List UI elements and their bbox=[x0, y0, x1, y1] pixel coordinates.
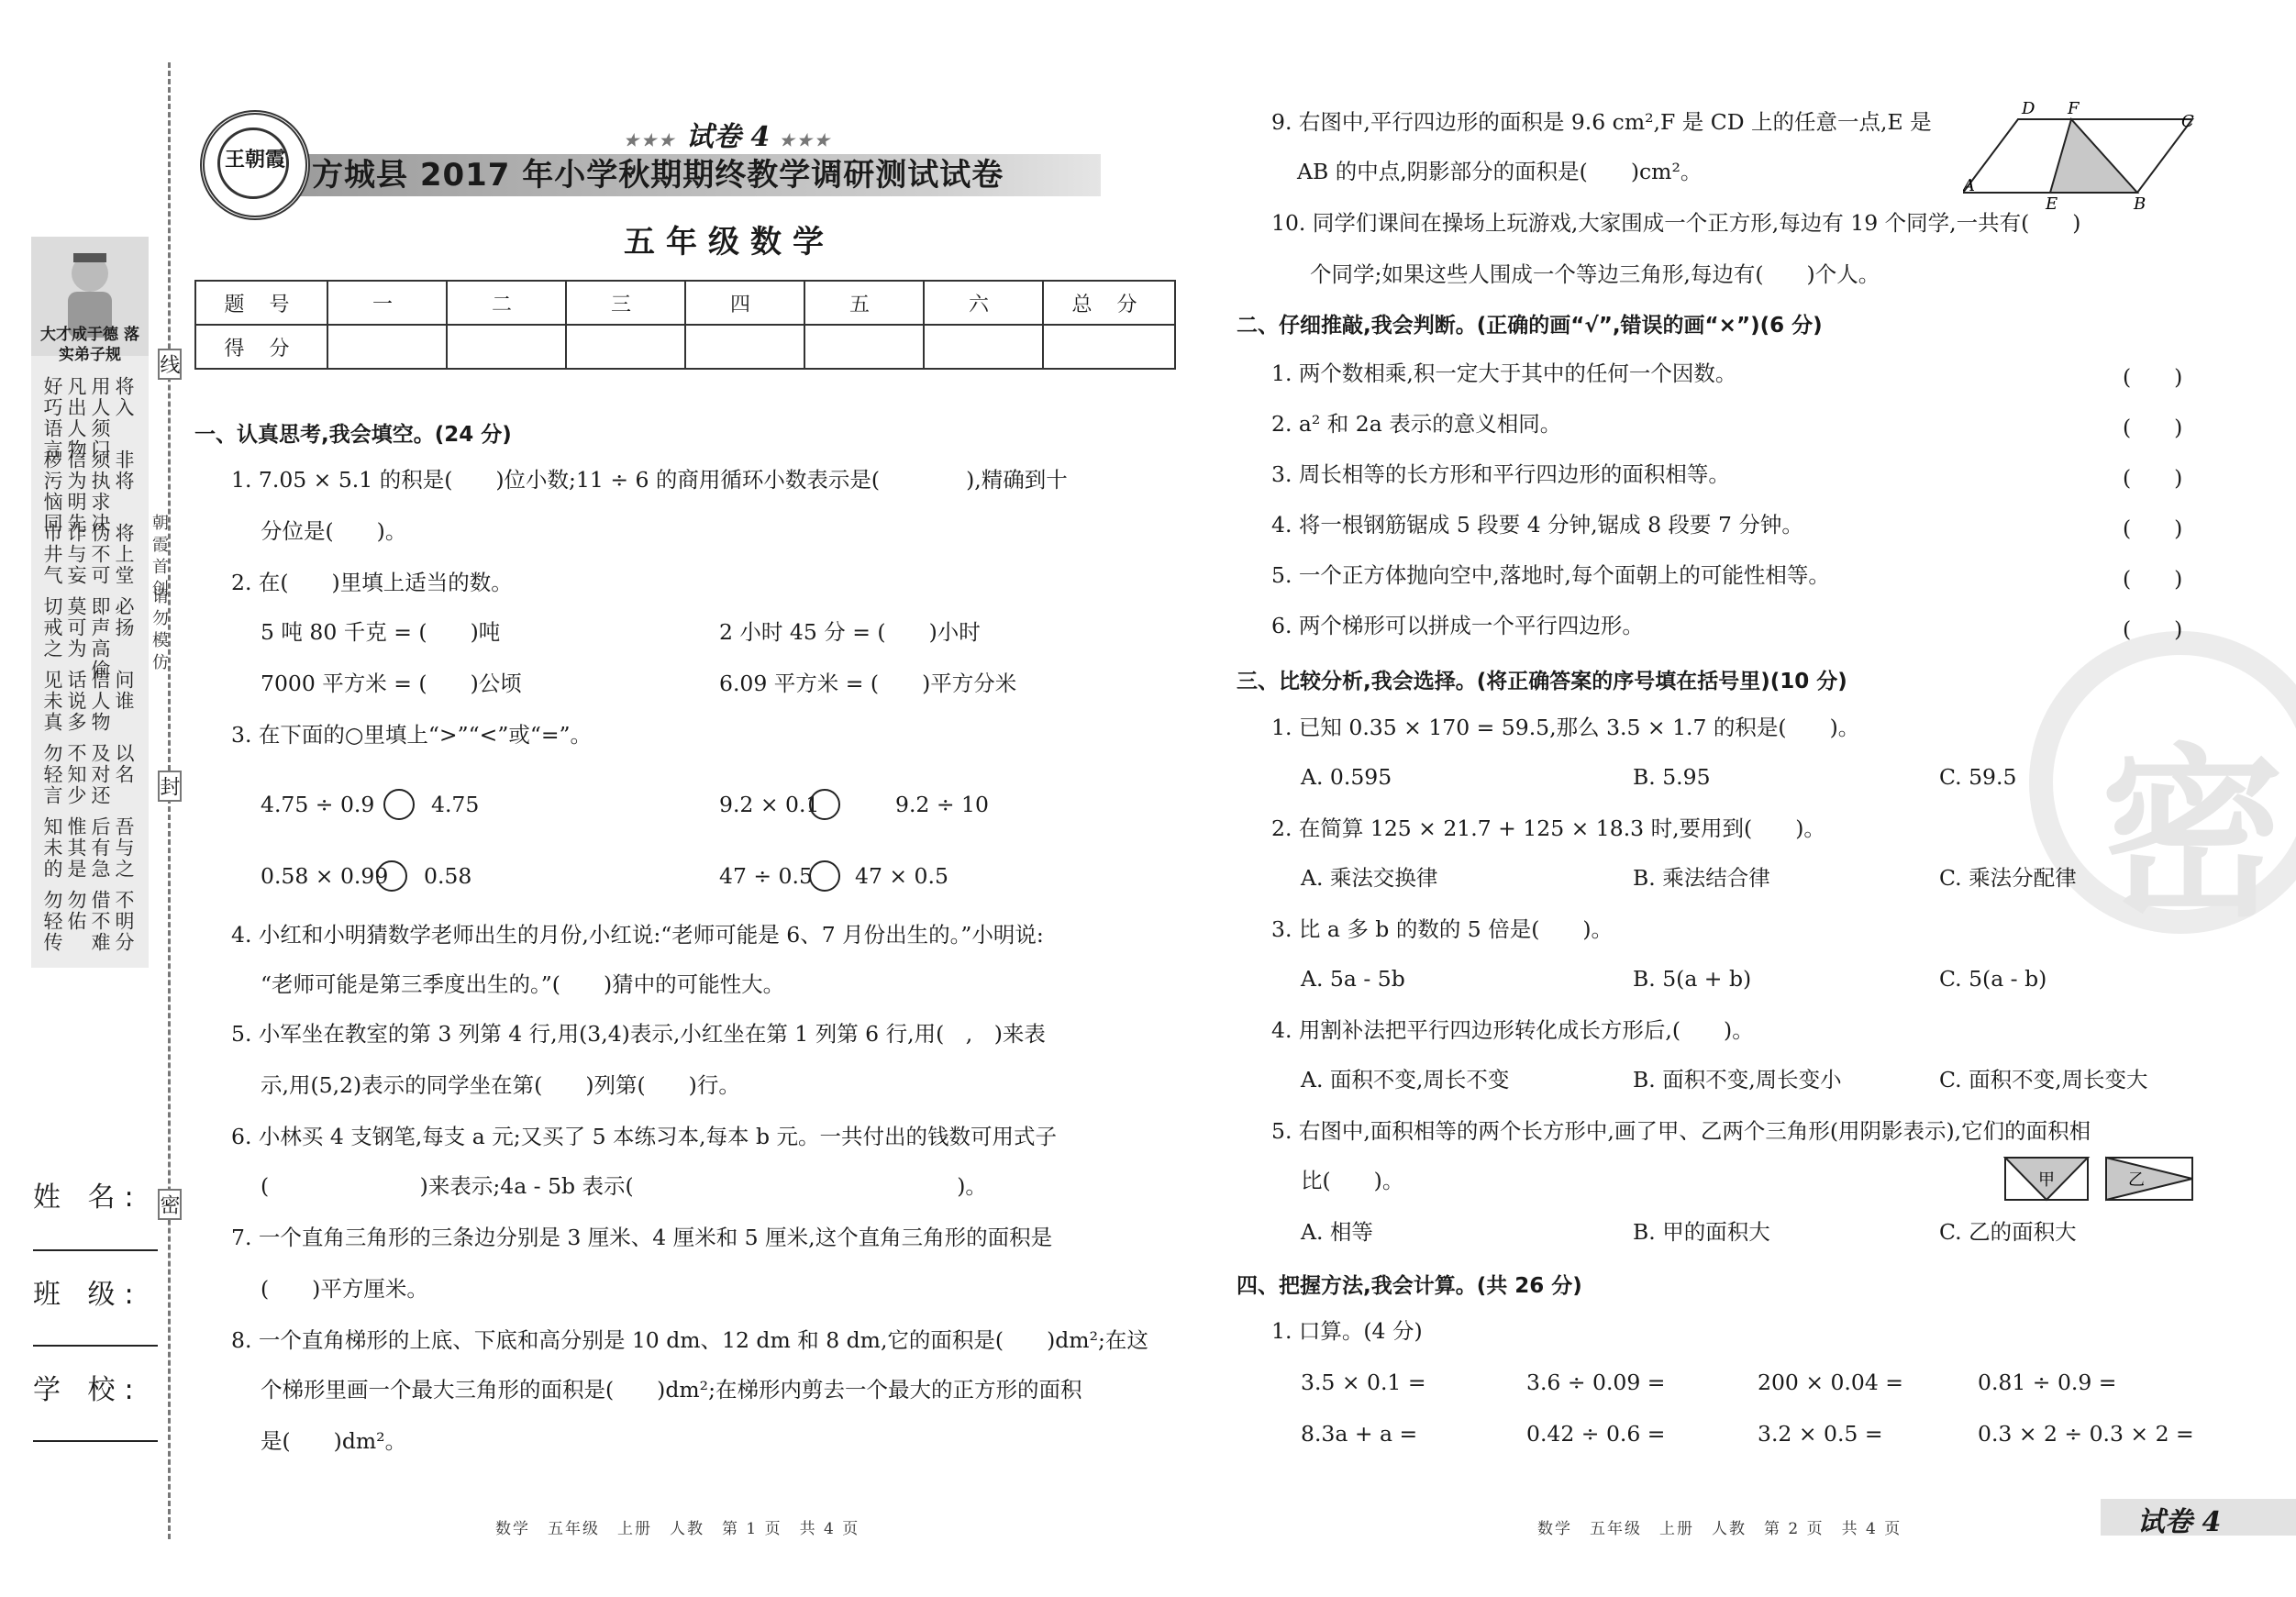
score-header-cell: 二 bbox=[447, 281, 566, 325]
judge-item: 3. 周长相等的长方形和平行四边形的面积相等。 bbox=[1271, 461, 1730, 487]
poem-column: 话说多 bbox=[65, 670, 87, 733]
question-line: 分位是( )。 bbox=[261, 518, 407, 544]
calc-item[interactable]: 0.42 ÷ 0.6 = bbox=[1526, 1421, 1666, 1447]
question-line: 0.58 bbox=[424, 863, 472, 889]
school-field[interactable] bbox=[33, 1440, 158, 1442]
choice-question: 5. 右图中,面积相等的两个长方形中,画了甲、乙两个三角形(用阴影表示),它们的面积相 bbox=[1271, 1118, 2091, 1144]
binding-tag-line: 线 bbox=[158, 349, 182, 380]
poem-column: 信人物 bbox=[89, 670, 111, 733]
question-line: ( )来表示;4a - 5b 表示( )。 bbox=[261, 1173, 987, 1199]
section-2-title: 二、仔细推敲,我会判断。(正确的画“√”,错误的画“×”)(6 分) bbox=[1237, 314, 1823, 338]
question-line: 2. 在( )里填上适当的数。 bbox=[231, 570, 513, 595]
judge-answer-blank[interactable]: ( ) bbox=[2123, 364, 2183, 390]
figure-label-f: F bbox=[2068, 101, 2080, 118]
figure-label-d: D bbox=[2022, 101, 2035, 118]
question-line: 4. 小红和小明猜数学老师出生的月份,小红说:“老师可能是 6、7 月份出生的。”小明说: bbox=[231, 922, 1044, 948]
section-4-title: 四、把握方法,我会计算。(共 26 分) bbox=[1237, 1274, 1582, 1298]
question-line: 4.75 ÷ 0.9 bbox=[261, 792, 375, 817]
poem-column: 即声高偷 bbox=[89, 596, 111, 681]
choice-option-a[interactable]: A. 乘法交换律 bbox=[1301, 865, 1438, 891]
poem-column: 勿轻言 bbox=[41, 743, 63, 806]
poem-column: 以名 bbox=[113, 743, 135, 785]
judge-item: 5. 一个正方体抛向空中,落地时,每个面朝上的可能性相等。 bbox=[1271, 562, 1830, 588]
poem-column: 见未真 bbox=[41, 670, 63, 733]
name-field[interactable] bbox=[33, 1249, 158, 1251]
choice-question: 1. 已知 0.35 × 170 = 59.5,那么 3.5 × 1.7 的积是( )。 bbox=[1271, 715, 1860, 740]
choice-option-c[interactable]: C. 59.5 bbox=[1939, 764, 2017, 790]
score-cell[interactable] bbox=[447, 325, 566, 369]
question-line: 个同学;如果这些人围成一个等边三角形,每边有( )个人。 bbox=[1310, 261, 1880, 287]
judge-item: 2. a² 和 2a 表示的意义相同。 bbox=[1271, 411, 1562, 437]
calc-title: 1. 口算。(4 分) bbox=[1271, 1318, 1423, 1344]
subject-title: 五年级数学 bbox=[624, 224, 835, 261]
question-line: 1. 7.05 × 5.1 的积是( )位小数;11 ÷ 6 的商用循环小数表示是( ),精确到十 bbox=[231, 467, 1068, 493]
score-header-cell: 一 bbox=[327, 281, 447, 325]
calc-item[interactable]: 8.3a + a = bbox=[1301, 1421, 1418, 1447]
binding-tag-secret: 密 bbox=[158, 1189, 182, 1220]
class-field[interactable] bbox=[33, 1345, 158, 1347]
judge-answer-blank[interactable]: ( ) bbox=[2123, 415, 2183, 440]
question-line: 47 ÷ 0.5 bbox=[719, 863, 813, 889]
poem-column: 问谁 bbox=[113, 670, 135, 712]
poem-column: 莫可为 bbox=[65, 596, 87, 660]
calc-item[interactable]: 200 × 0.04 = bbox=[1758, 1370, 1903, 1395]
judge-item: 6. 两个梯形可以拼成一个平行四边形。 bbox=[1271, 613, 1644, 638]
choice-option-b[interactable]: B. 5.95 bbox=[1633, 764, 1711, 790]
choice-option-c[interactable]: C. 面积不变,周长变大 bbox=[1939, 1067, 2148, 1092]
poem-column: 及对还 bbox=[89, 743, 111, 806]
judge-item: 1. 两个数相乘,积一定大于其中的任何一个因数。 bbox=[1271, 360, 1737, 386]
score-cell[interactable] bbox=[924, 325, 1043, 369]
choice-option-c[interactable]: C. 乙的面积大 bbox=[1939, 1219, 2077, 1245]
poem-column: 不知少 bbox=[65, 743, 87, 806]
poem-column: 不明分 bbox=[113, 890, 135, 953]
school-label: 学 校: bbox=[33, 1374, 143, 1406]
question-line: 个梯形里画一个最大三角形的面积是( )dm²;在梯形内剪去一个最大的正方形的面积 bbox=[261, 1377, 1082, 1403]
question-line: 7000 平方米 = ( )公顷 bbox=[261, 671, 522, 696]
poem-column: 诈与妄 bbox=[65, 523, 87, 586]
poem-column: 好巧语言 bbox=[41, 376, 63, 460]
poem-column: 秽污恼同 bbox=[41, 449, 63, 534]
poem-column: 须执求决 bbox=[89, 449, 111, 534]
watermark-stamp-text: 密 bbox=[2101, 728, 2285, 942]
calc-item[interactable]: 0.3 × 2 ÷ 0.3 × 2 = bbox=[1978, 1421, 2194, 1447]
class-label: 班 级: bbox=[33, 1279, 143, 1311]
poem-column: 将上堂 bbox=[113, 523, 135, 586]
question-line: 5. 小军坐在教室的第 3 列第 4 行,用(3,4)表示,小红坐在第 1 列第 6 行,用( , )来表 bbox=[231, 1021, 1046, 1047]
poem-column: 伪不可 bbox=[89, 523, 111, 586]
score-header-cell: 总 分 bbox=[1043, 281, 1175, 325]
poem-column: 借不难 bbox=[89, 890, 111, 953]
calc-item[interactable]: 0.81 ÷ 0.9 = bbox=[1978, 1370, 2117, 1395]
judge-answer-blank[interactable]: ( ) bbox=[2123, 516, 2183, 541]
score-header-cell: 四 bbox=[685, 281, 804, 325]
poem-column: 勿轻传 bbox=[41, 890, 63, 953]
binding-vert-1: 朝霞首创 bbox=[150, 514, 169, 602]
calc-item[interactable]: 3.6 ÷ 0.09 = bbox=[1526, 1370, 1666, 1395]
choice-option-b[interactable]: B. 甲的面积大 bbox=[1633, 1219, 1770, 1245]
score-cell[interactable] bbox=[1043, 325, 1175, 369]
binding-vert-2: 请勿模仿 bbox=[150, 587, 169, 675]
name-label: 姓 名: bbox=[33, 1181, 143, 1214]
choice-option-a[interactable]: A. 相等 bbox=[1301, 1219, 1373, 1245]
score-cell[interactable] bbox=[327, 325, 447, 369]
score-header-cell: 题 号 bbox=[195, 281, 327, 325]
section-3-title: 三、比较分析,我会选择。(将正确答案的序号填在括号里)(10 分) bbox=[1237, 670, 1847, 693]
poem-column: 用人须门 bbox=[89, 376, 111, 460]
calc-item[interactable]: 3.2 × 0.5 = bbox=[1758, 1421, 1883, 1447]
question-line: 9.2 × 0.1 bbox=[719, 792, 820, 817]
logo-text: 王朝霞 bbox=[224, 148, 285, 172]
judge-item: 4. 将一根钢筋锯成 5 段要 4 分钟,锯成 8 段要 7 分钟。 bbox=[1271, 512, 1803, 538]
triangle-label-yi: 乙 bbox=[2128, 1170, 2145, 1190]
calc-item[interactable]: 3.5 × 0.1 = bbox=[1301, 1370, 1426, 1395]
score-cell[interactable] bbox=[566, 325, 685, 369]
paper-number-text: 试卷 4 bbox=[685, 121, 771, 153]
score-cell[interactable] bbox=[685, 325, 804, 369]
poem-column: 必扬 bbox=[113, 596, 135, 638]
score-cell[interactable] bbox=[804, 325, 924, 369]
binding-tag-seal: 封 bbox=[158, 771, 182, 802]
poem-column: 勿佑 bbox=[65, 890, 87, 932]
question-line: 6.09 平方米 = ( )平方分米 bbox=[719, 671, 1017, 696]
compare-circle-blank[interactable] bbox=[809, 860, 840, 892]
page-footer-1: 数学 五年级 上册 人教 第 1 页 共 4 页 bbox=[495, 1520, 860, 1538]
triangle-figure bbox=[2003, 1154, 2196, 1205]
question-line: “老师可能是第三季度出生的。”( )猜中的可能性大。 bbox=[261, 971, 785, 997]
question-line: 4.75 bbox=[431, 792, 480, 817]
figure-label-a: A bbox=[1963, 176, 1975, 195]
judge-answer-blank[interactable]: ( ) bbox=[2123, 566, 2183, 592]
publisher-logo-icon bbox=[200, 110, 310, 220]
poem-column: 非将 bbox=[113, 449, 135, 492]
score-header-cell: 三 bbox=[566, 281, 685, 325]
question-line: 5 吨 80 千克 = ( )吨 bbox=[261, 619, 501, 645]
score-row-label: 得 分 bbox=[195, 325, 327, 369]
poem-column: 凡出人物 bbox=[65, 376, 87, 460]
score-header-cell: 五 bbox=[804, 281, 924, 325]
judge-answer-blank[interactable]: ( ) bbox=[2123, 465, 2183, 491]
motto-text: 大才成于德 落实弟子规 bbox=[40, 326, 139, 364]
poem-column: 切戒之 bbox=[41, 596, 63, 660]
figure-label-b: B bbox=[2134, 194, 2146, 211]
question-line: 7. 一个直角三角形的三条边分别是 3 厘米、4 厘米和 5 厘米,这个直角三角形的面积是 bbox=[231, 1225, 1053, 1250]
question-line: 47 × 0.5 bbox=[855, 863, 948, 889]
compare-circle-blank[interactable] bbox=[376, 860, 407, 892]
page-footer-2: 数学 五年级 上册 人教 第 2 页 共 4 页 bbox=[1537, 1520, 1902, 1538]
poem-column: 惟其是 bbox=[65, 816, 87, 880]
choice-option-a[interactable]: A. 5a - 5b bbox=[1301, 966, 1405, 992]
triangle-label-jia: 甲 bbox=[2038, 1170, 2055, 1190]
question-line: 9.2 ÷ 10 bbox=[895, 792, 989, 817]
choice-option-b[interactable]: B. 乘法结合律 bbox=[1633, 865, 1770, 891]
poem-column: 知未的 bbox=[41, 816, 63, 880]
choice-option-b[interactable]: B. 面积不变,周长变小 bbox=[1633, 1067, 1842, 1092]
page-title: 方城县 2017 年小学秋期期终教学调研测试试卷 bbox=[312, 157, 1004, 194]
choice-question: 4. 用割补法把平行四边形转化成长方形后,( )。 bbox=[1271, 1017, 1754, 1043]
choice-option-b[interactable]: B. 5(a + b) bbox=[1633, 966, 1752, 992]
score-table bbox=[194, 280, 1176, 370]
parallelogram-figure bbox=[1963, 101, 2202, 211]
section-1-title: 一、认真思考,我会填空。(24 分) bbox=[194, 423, 512, 447]
corner-paper-number: 试卷 4 bbox=[2137, 1506, 2222, 1538]
choice-option-c[interactable]: C. 乘法分配律 bbox=[1939, 865, 2077, 891]
poem-column: 将入 bbox=[113, 376, 135, 418]
choice-question: 3. 比 a 多 b 的数的 5 倍是( )。 bbox=[1271, 916, 1614, 942]
figure-label-e: E bbox=[2046, 194, 2058, 211]
question-line: 8. 一个直角梯形的上底、下底和高分别是 10 dm、12 dm 和 8 dm,它的面积是( )dm²;在这 bbox=[231, 1327, 1148, 1353]
question-line: 示,用(5,2)表示的同学坐在第( )列第( )行。 bbox=[261, 1072, 740, 1098]
choice-option-a[interactable]: A. 面积不变,周长不变 bbox=[1301, 1067, 1510, 1092]
poem-column: 吾与之 bbox=[113, 816, 135, 880]
question-line: 0.58 × 0.99 bbox=[261, 863, 389, 889]
figure-label-c: C bbox=[2181, 112, 2194, 131]
question-line: 9. 右图中,平行四边形的面积是 9.6 cm²,F 是 CD 上的任意一点,E 是 bbox=[1271, 109, 1932, 135]
judge-answer-blank[interactable]: ( ) bbox=[2123, 616, 2183, 642]
paper-number: ★★★ 试卷 4 ★★★ bbox=[624, 121, 833, 153]
poem-column: 市井气 bbox=[41, 523, 63, 586]
question-line: 10. 同学们课间在操场上玩游戏,大家围成一个正方形,每边有 19 个同学,一共有( ) bbox=[1271, 210, 2081, 236]
choice-question: 2. 在简算 125 × 21.7 + 125 × 18.3 时,要用到( )。 bbox=[1271, 815, 1825, 841]
question-line: 2 小时 45 分 = ( )小时 bbox=[719, 619, 981, 645]
choice-question-cont: 比( )。 bbox=[1301, 1168, 1404, 1193]
compare-circle-blank[interactable] bbox=[383, 789, 415, 820]
question-line: 6. 小林买 4 支钢笔,每支 a 元;又买了 5 本练习本,每本 b 元。一共付出的钱数可用式子 bbox=[231, 1124, 1057, 1149]
score-header-cell: 六 bbox=[924, 281, 1043, 325]
question-line: ( )平方厘米。 bbox=[261, 1276, 428, 1302]
question-line: AB 的中点,阴影部分的面积是( )cm²。 bbox=[1297, 159, 1703, 184]
compare-circle-blank[interactable] bbox=[809, 789, 840, 820]
question-line: 3. 在下面的○里填上“>”“<”或“=”。 bbox=[231, 722, 593, 748]
poem-column: 后有急 bbox=[89, 816, 111, 880]
choice-option-a[interactable]: A. 0.595 bbox=[1301, 764, 1392, 790]
poem-column: 信为明先 bbox=[65, 449, 87, 534]
question-line: 是( )dm²。 bbox=[261, 1428, 407, 1454]
choice-option-c[interactable]: C. 5(a - b) bbox=[1939, 966, 2047, 992]
